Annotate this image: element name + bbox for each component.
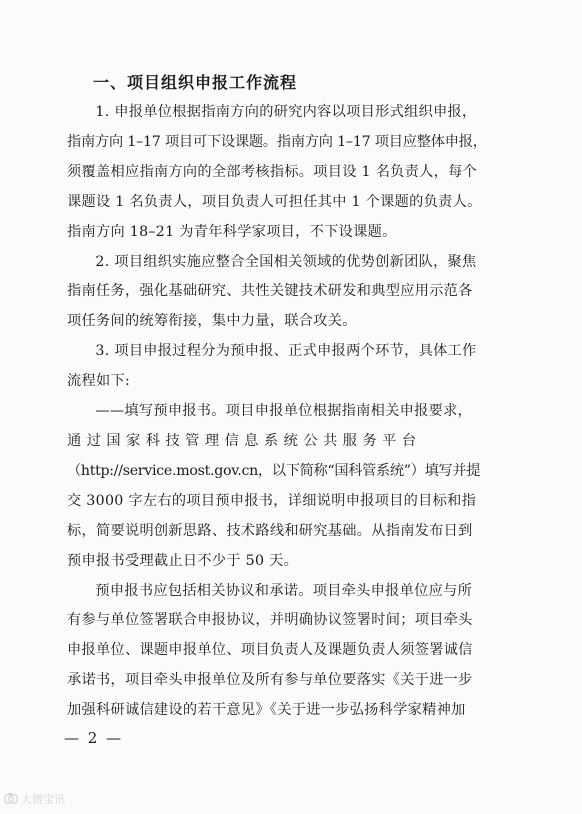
text-line: 通 过 国 家 科 技 管 理 信 息 系 统 公 共 服 务 平 台 <box>67 432 417 449</box>
page-number: — 2 — <box>64 729 124 747</box>
paragraph-1 <box>67 98 517 248</box>
camera-icon <box>4 789 18 808</box>
watermark-text: 大微宝讯 <box>21 792 65 806</box>
text-line: ——填写预申报书。项目申报单位根据指南相关申报要求， <box>95 403 473 420</box>
text-line: 课题设 1 名负责人，项目负责人可担任其中 1 个课题的负责人。 <box>67 193 482 210</box>
text-line: 指南方向 1–17 项目可下设课题。指南方向 1–17 项目应整体申报， <box>67 133 487 150</box>
watermark <box>4 789 65 808</box>
paragraph-4 <box>67 397 517 576</box>
text-line: 须覆盖相应指南方向的全部考核指标。项目设 1 名负责人，每个 <box>67 163 478 180</box>
paragraph-2 <box>67 248 517 338</box>
text-line: 流程如下: <box>67 373 131 390</box>
body-text <box>67 98 517 726</box>
text-line: 3. 项目申报过程分为预申报、正式申报两个环节，具体工作 <box>95 343 477 360</box>
text-line: 承诺书，项目牵头申报单位及所有参与单位要落实《关于进一步 <box>67 672 473 689</box>
text-line: 2. 项目组织实施应整合全国相关领域的优势创新团队，聚焦 <box>95 253 477 270</box>
text-line: （http://service.most.gov.cn，以下简称“国科管系统”）填写并提 <box>67 462 481 479</box>
text-line: 项任务间的统筹衔接，集中力量，联合攻关。 <box>67 313 357 330</box>
text-line: 标，简要说明创新思路、技术路线和研究基础。从指南发布日到 <box>67 522 473 539</box>
text-line: 1. 申报单位根据指南方向的研究内容以项目形式组织申报， <box>95 104 477 120</box>
paragraph-5 <box>67 577 517 727</box>
text-line: 指南任务，强化基础研究、共性关键技术研发和典型应用示范各 <box>67 283 473 300</box>
text-line: 预申报书受理截止日不少于 50 天。 <box>67 552 299 569</box>
text-line: 指南方向 18–21 为青年科学家项目，不下设课题。 <box>67 223 397 240</box>
text-line: 有参与单位签署联合申报协议，并明确协议签署时间；项目牵头 <box>67 612 473 629</box>
text-line: 申报单位、课题申报单位、项目负责人及课题负责人须签署诚信 <box>67 642 473 659</box>
text-line: 预申报书应包括相关协议和承诺。项目牵头申报单位应与所 <box>95 582 473 599</box>
text-line: 交 3000 字左右的项目预申报书，详细说明申报项目的目标和指 <box>67 492 477 509</box>
text-line: 加强科研诚信建设的若干意见》《关于进一步弘扬科学家精神加 <box>67 702 466 719</box>
section-heading: 一、项目组织申报工作流程 <box>93 73 298 92</box>
paragraph-3 <box>67 337 517 397</box>
